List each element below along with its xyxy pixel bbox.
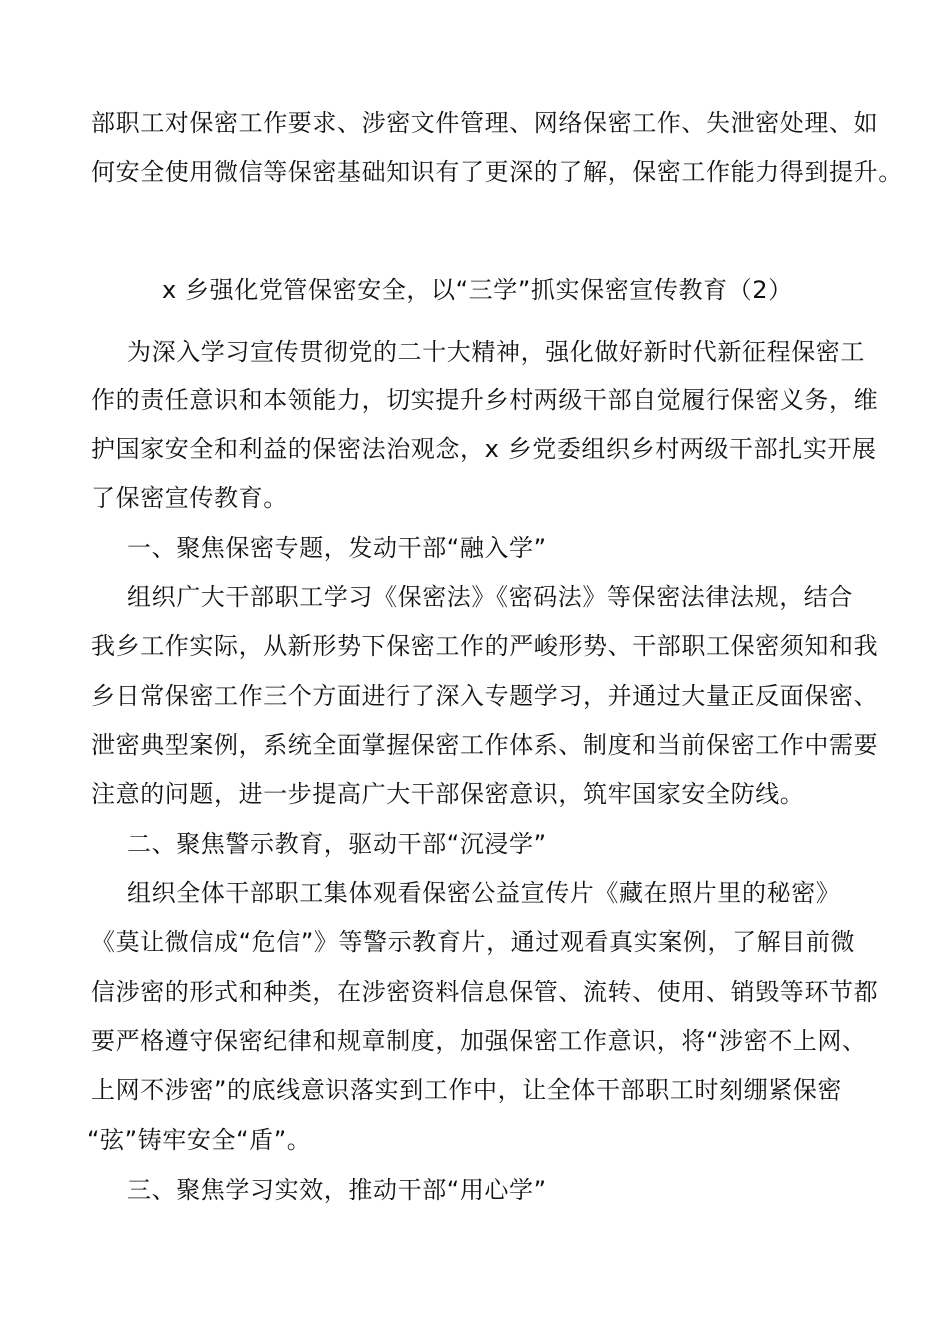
paragraph-line: 何安全使用微信等保密基础知识有了更深的了解，保密工作能力得到提升。 bbox=[91, 158, 903, 186]
paragraph-line: 注意的问题，进一步提高广大干部保密意识，筑牢国家安全防线。 bbox=[91, 780, 805, 808]
paragraph-line: 泄密典型案例，系统全面掌握保密工作体系、制度和当前保密工作中需要 bbox=[91, 731, 879, 759]
paragraph-line: 部职工对保密工作要求、涉密文件管理、网络保密工作、失泄密处理、如 bbox=[91, 109, 879, 137]
paragraph-line: 护国家安全和利益的保密法治观念，x 乡党委组织乡村两级干部扎实开展 bbox=[91, 435, 877, 463]
paragraph-line: “弦”铸牢安全“盾”。 bbox=[87, 1126, 312, 1154]
section-heading: 二、聚焦警示教育，驱动干部“沉浸学” bbox=[127, 830, 547, 858]
paragraph-line: 《莫让微信成“危信”》等警示教育片，通过观看真实案例，了解目前微 bbox=[91, 928, 856, 956]
paragraph-line: 上网不涉密”的底线意识落实到工作中，让全体干部职工时刻绷紧保密 bbox=[91, 1076, 843, 1104]
paragraph-line: 组织全体干部职工集体观看保密公益宣传片《藏在照片里的秘密》 bbox=[127, 879, 841, 907]
section-heading: 三、聚焦学习实效，推动干部“用心学” bbox=[127, 1176, 547, 1204]
paragraph-line: 要严格遵守保密纪律和规章制度，加强保密工作意识，将“涉密不上网、 bbox=[91, 1027, 867, 1055]
section-heading: 一、聚焦保密专题，发动干部“融入学” bbox=[127, 534, 547, 562]
paragraph-line: 信涉密的形式和种类，在涉密资料信息保管、流转、使用、销毁等环节都 bbox=[91, 978, 879, 1006]
paragraph-line: 组织广大干部职工学习《保密法》《密码法》等保密法律法规，结合 bbox=[127, 583, 853, 611]
paragraph-line: 我乡工作实际，从新形势下保密工作的严峻形势、干部职工保密须知和我 bbox=[91, 632, 879, 660]
paragraph-line: 乡日常保密工作三个方面进行了深入专题学习，并通过大量正反面保密、 bbox=[91, 682, 879, 710]
paragraph-line: 作的责任意识和本领能力，切实提升乡村两级干部自觉履行保密义务，维 bbox=[91, 386, 879, 414]
paragraph-line: 为深入学习宣传贯彻党的二十大精神，强化做好新时代新征程保密工 bbox=[127, 338, 865, 366]
section-title: x 乡强化党管保密安全，以“三学”抓实保密宣传教育（2） bbox=[162, 276, 793, 304]
paragraph-line: 了保密宣传教育。 bbox=[91, 484, 288, 512]
